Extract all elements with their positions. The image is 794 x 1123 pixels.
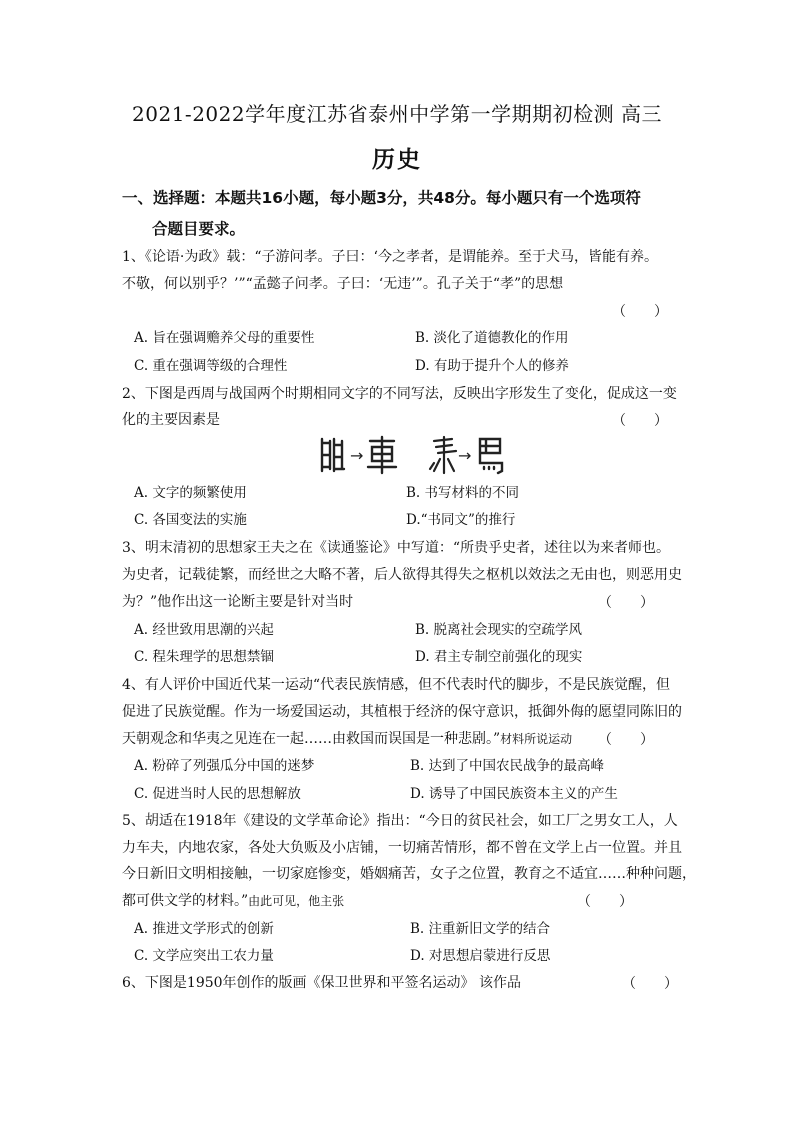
q6-answer-blank: （ ）	[622, 976, 678, 992]
q5-line4-text: 都可供文学的材料。”	[122, 893, 249, 909]
q3-line2: 为史者，记载徒繁，而经世之大略不著，后人欲得其得失之枢机以效法之无由也，则恶用史	[122, 567, 682, 583]
q4-line3-text: 天朝观念和华夷之见连在一起……由救国而误国是一种悲剧。”	[122, 731, 501, 747]
q1-option-b: B. 淡化了道德教化的作用	[415, 330, 569, 346]
subject-heading: 历史	[372, 146, 422, 173]
q5-option-d: D. 对思想启蒙进行反思	[410, 948, 551, 964]
q2-option-c: C. 各国变法的实施	[134, 512, 247, 528]
q4-line2: 促进了民族觉醒。作为一场爱国运动，其植根于经济的保守意识，抵御外侮的愿望同陈旧的	[122, 704, 682, 720]
q5-line1: 5、胡适在1918年《建设的文学革命论》指出：“今日的贫民社会，如工厂之男女工人，人	[122, 813, 678, 829]
q3-option-a: A. 经世致用思潮的兴起	[134, 622, 274, 638]
q5-prompt: 由此可见，他主张	[248, 894, 345, 908]
q4-answer-blank: （ ）	[598, 732, 654, 748]
q2-option-b: B. 书写材料的不同	[406, 485, 520, 501]
q5-option-a: A. 推进文学形式的创新	[134, 921, 274, 937]
q3-option-c: C. 程朱理学的思想禁锢	[134, 649, 274, 665]
q1-answer-blank: （ ）	[612, 304, 668, 320]
ancient-che-glyph	[322, 439, 344, 471]
ancient-ma-glyph	[430, 437, 456, 473]
q1-option-d: D. 有助于提升个人的修养	[415, 358, 569, 374]
section-heading-line1: 一、选择题：本题共16小题，每小题3分，共48分。每小题只有一个选项符	[122, 189, 641, 207]
arrow-2: →	[458, 446, 472, 465]
q3-option-d: D. 君主专制空前强化的现实	[415, 649, 583, 665]
q5-option-b: B. 注重新旧文学的结合	[410, 921, 551, 937]
q2-line2: 化的主要因素是	[122, 412, 220, 428]
q5-answer-blank: （ ）	[577, 894, 633, 910]
q5-line3: 今日新旧文明相接触，一切家庭惨变，婚姻痛苦，女子之位置，教育之不适宜……种种问题，	[122, 866, 696, 882]
q4-option-b: B. 达到了中国农民战争的最高峰	[410, 758, 605, 774]
q4-option-c: C. 促进当时人民的思想解放	[134, 786, 301, 802]
q3-option-b: B. 脱离社会现实的空疏学风	[415, 622, 583, 638]
q2-option-d: D.“书同文”的推行	[406, 512, 516, 528]
q2-line1: 2、下图是西周与战国两个时期相同文字的不同写法，反映出字形发生了变化，促成这一变	[122, 386, 677, 402]
q4-option-a: A. 粉碎了列强瓜分中国的迷梦	[134, 758, 315, 774]
q2-answer-blank: （ ）	[612, 413, 668, 429]
q5-option-c: C. 文学应突出工农力量	[134, 948, 274, 964]
q1-line2: 不敬，何以别乎？’”“孟懿子问孝。子曰：‘无违’”。孔子关于“孝”的思想	[122, 276, 564, 292]
q6-line1: 6、下图是1950年创作的版画《保卫世界和平签名运动》 该作品	[122, 975, 521, 991]
q4-line1: 4、有人评价中国近代某一运动“代表民族情感，但不代表时代的脚步，不是民族觉醒，但	[122, 677, 671, 693]
q1-option-a: A. 旨在强调赡养父母的重要性	[134, 330, 315, 346]
q3-line3: 为？”他作出这一论断主要是针对当时	[122, 594, 354, 610]
q4-line3	[122, 729, 572, 749]
exam-title: 2021-2022学年度江苏省泰州中学第一学期期初检测 高三	[132, 102, 662, 126]
modern-che-glyph	[368, 437, 396, 473]
q1-line1: 1、《论语·为政》载：“子游问孝。子曰：‘今之孝者，是谓能养。至于犬马，皆能有养。	[122, 249, 658, 265]
q5-line4	[122, 891, 344, 911]
q3-answer-blank: （ ）	[598, 595, 654, 611]
q3-line1: 3、明末清初的思想家王夫之在《读通鉴论》中写道：“所贵乎史者，述往以为来者师也。	[122, 540, 671, 556]
q4-prompt: 材料所说运动	[500, 732, 573, 746]
q1-option-c: C. 重在强调等级的合理性	[134, 358, 288, 374]
q2-option-a: A. 文字的频繁使用	[134, 485, 247, 501]
q4-option-d: D. 诱导了中国民族资本主义的产生	[410, 786, 618, 802]
section-heading	[122, 183, 682, 245]
arrow-1: →	[350, 446, 364, 465]
modern-ma-glyph	[480, 439, 502, 473]
q5-line2: 力车夫，内地农家，各处大负贩及小店铺，一切痛苦情形，都不曾在文学上占一位置。并且	[122, 840, 682, 856]
script-evolution-figure	[318, 433, 518, 475]
section-heading-line2: 合题目要求。	[152, 220, 246, 238]
